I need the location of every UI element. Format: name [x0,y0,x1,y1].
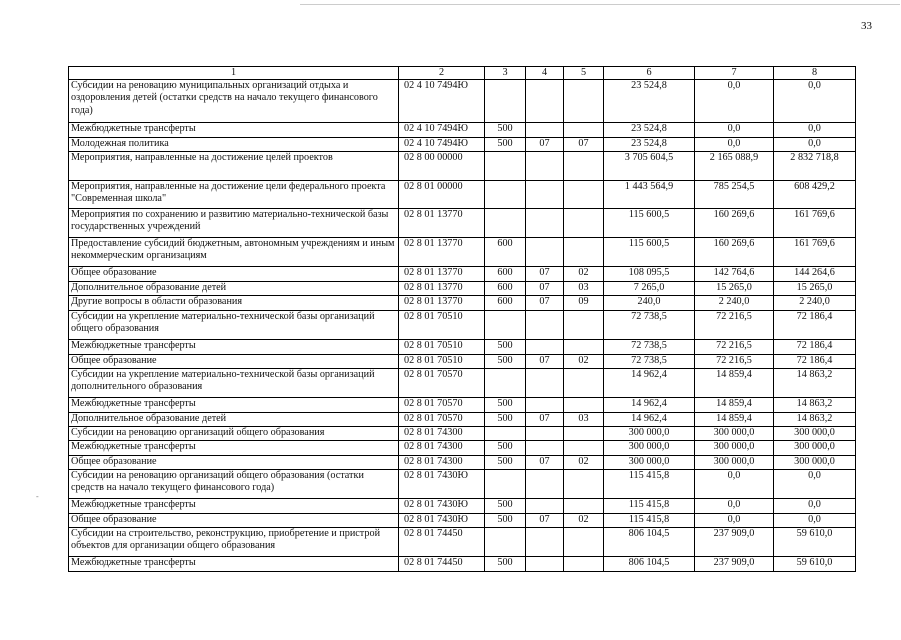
scan-edge-line [300,4,900,5]
row-col3-cell [485,427,526,441]
row-col4-cell: 07 [526,138,564,152]
row-value6-cell: 115 415,8 [604,470,695,499]
row-col4-cell: 07 [526,267,564,282]
row-col3-cell: 500 [485,499,526,514]
table-row [69,340,856,355]
row-col4-cell [526,340,564,355]
row-col4-cell [526,369,564,398]
row-col4-cell [526,123,564,138]
row-col3-cell: 600 [485,296,526,311]
row-col5-cell: 09 [564,296,604,311]
row-name-cell: Другие вопросы в области образования [69,296,399,311]
row-name-cell: Мероприятия, направленные на достижение целей проектов [69,152,399,181]
row-value6-cell: 115 415,8 [604,514,695,528]
row-col4-cell [526,398,564,413]
row-name-cell: Субсидии на укрепление материально-технической базы организаций дополнительного образования [69,369,399,398]
row-value7-cell: 0,0 [695,138,774,152]
row-name-cell: Субсидии на реновацию муниципальных организаций отдыха и оздоровления детей (остатки средств на начало текущего финансового года) [69,80,399,123]
table-row [69,123,856,138]
row-code-cell: 02 4 10 7494Ю [399,123,485,138]
row-code-cell: 02 8 01 70570 [399,398,485,413]
row-name-cell: Мероприятия, направленные на достижение цели федерального проекта "Современная школа" [69,181,399,209]
row-col3-cell: 600 [485,282,526,296]
row-code-cell: 02 4 10 7494Ю [399,138,485,152]
row-name-cell: Мероприятия по сохранению и развитию материально-технической базы государственных учреждений [69,209,399,238]
row-value8-cell: 0,0 [774,80,856,123]
row-col5-cell [564,470,604,499]
row-col4-cell [526,441,564,456]
row-value7-cell: 0,0 [695,123,774,138]
row-name-cell: Межбюджетные трансферты [69,340,399,355]
header-cell: 4 [526,67,564,80]
row-col3-cell: 500 [485,123,526,138]
row-col3-cell: 500 [485,413,526,427]
row-col3-cell: 500 [485,557,526,572]
row-code-cell: 02 8 01 70570 [399,413,485,427]
row-value7-cell: 14 859,4 [695,369,774,398]
row-name-cell: Субсидии на укрепление материально-технической базы организаций общего образования [69,311,399,340]
row-col4-cell [526,152,564,181]
row-value8-cell: 14 863,2 [774,398,856,413]
row-col5-cell [564,80,604,123]
row-col3-cell [485,470,526,499]
table-row [69,296,856,311]
row-col5-cell [564,427,604,441]
row-code-cell: 02 8 01 74450 [399,528,485,557]
row-value6-cell: 806 104,5 [604,557,695,572]
row-value8-cell: 14 863,2 [774,413,856,427]
table-row [69,138,856,152]
row-col5-cell [564,557,604,572]
table-row [69,499,856,514]
header-cell: 6 [604,67,695,80]
row-name-cell: Межбюджетные трансферты [69,123,399,138]
row-col4-cell [526,528,564,557]
row-col5-cell [564,340,604,355]
row-value8-cell: 300 000,0 [774,441,856,456]
row-col5-cell: 02 [564,355,604,369]
row-col3-cell: 500 [485,340,526,355]
row-code-cell: 02 8 01 7430Ю [399,514,485,528]
table-row [69,441,856,456]
table-row [69,238,856,267]
row-name-cell: Межбюджетные трансферты [69,398,399,413]
table-row [69,209,856,238]
header-cell: 3 [485,67,526,80]
row-value6-cell: 14 962,4 [604,369,695,398]
row-value8-cell: 161 769,6 [774,209,856,238]
row-value7-cell: 0,0 [695,499,774,514]
row-code-cell: 02 8 01 70570 [399,369,485,398]
row-value8-cell: 59 610,0 [774,528,856,557]
table-row [69,152,856,181]
row-value8-cell: 59 610,0 [774,557,856,572]
row-col4-cell [526,80,564,123]
table-row [69,557,856,572]
row-value7-cell: 2 240,0 [695,296,774,311]
row-col4-cell [526,427,564,441]
row-col5-cell [564,398,604,413]
row-value7-cell: 142 764,6 [695,267,774,282]
row-value6-cell: 115 600,5 [604,209,695,238]
row-name-cell: Общее образование [69,355,399,369]
table-row [69,398,856,413]
row-name-cell: Предоставление субсидий бюджетным, автономным учреждениям и иным некоммерческим организациям [69,238,399,267]
row-value6-cell: 240,0 [604,296,695,311]
row-value7-cell: 0,0 [695,80,774,123]
row-col5-cell [564,238,604,267]
row-col4-cell: 07 [526,514,564,528]
row-value7-cell: 300 000,0 [695,427,774,441]
row-value6-cell: 108 095,5 [604,267,695,282]
scan-artifact: - [36,492,39,501]
row-value6-cell: 300 000,0 [604,427,695,441]
table-row [69,282,856,296]
row-code-cell: 02 8 01 70510 [399,340,485,355]
row-value7-cell: 72 216,5 [695,340,774,355]
row-value7-cell: 300 000,0 [695,441,774,456]
row-code-cell: 02 8 01 7430Ю [399,470,485,499]
row-col5-cell: 02 [564,514,604,528]
row-col5-cell [564,181,604,209]
row-value7-cell: 237 909,0 [695,557,774,572]
row-value8-cell: 144 264,6 [774,267,856,282]
row-col4-cell [526,311,564,340]
header-cell: 2 [399,67,485,80]
row-name-cell: Межбюджетные трансферты [69,557,399,572]
row-col4-cell: 07 [526,456,564,470]
table-row [69,427,856,441]
header-cell: 1 [69,67,399,80]
row-col3-cell: 600 [485,267,526,282]
header-cell: 7 [695,67,774,80]
row-code-cell: 02 8 00 00000 [399,152,485,181]
row-code-cell: 02 8 01 13770 [399,267,485,282]
row-value8-cell: 608 429,2 [774,181,856,209]
table-row [69,369,856,398]
row-code-cell: 02 8 01 70510 [399,311,485,340]
row-col3-cell: 500 [485,441,526,456]
row-col5-cell: 03 [564,282,604,296]
table-row [69,528,856,557]
row-code-cell: 02 8 01 13770 [399,296,485,311]
table-row [69,456,856,470]
table-row [69,311,856,340]
row-value7-cell: 2 165 088,9 [695,152,774,181]
row-value6-cell: 72 738,5 [604,311,695,340]
row-col4-cell: 07 [526,296,564,311]
row-col4-cell [526,557,564,572]
row-value7-cell: 300 000,0 [695,456,774,470]
row-code-cell: 02 8 01 13770 [399,238,485,267]
row-value8-cell: 2 240,0 [774,296,856,311]
row-value8-cell: 2 832 718,8 [774,152,856,181]
row-col3-cell: 500 [485,355,526,369]
row-col3-cell: 500 [485,398,526,413]
row-col5-cell: 02 [564,267,604,282]
row-col5-cell: 02 [564,456,604,470]
row-code-cell: 02 8 01 00000 [399,181,485,209]
row-value7-cell: 72 216,5 [695,355,774,369]
row-value7-cell: 72 216,5 [695,311,774,340]
row-value6-cell: 23 524,8 [604,138,695,152]
row-col5-cell [564,528,604,557]
row-name-cell: Субсидии на реновацию организаций общего образования [69,427,399,441]
row-value8-cell: 0,0 [774,514,856,528]
row-code-cell: 02 8 01 13770 [399,282,485,296]
row-value6-cell: 3 705 604,5 [604,152,695,181]
row-col3-cell: 600 [485,238,526,267]
row-col4-cell [526,238,564,267]
table-row [69,267,856,282]
row-value7-cell: 14 859,4 [695,398,774,413]
row-value8-cell: 14 863,2 [774,369,856,398]
row-code-cell: 02 4 10 7494Ю [399,80,485,123]
row-value7-cell: 160 269,6 [695,209,774,238]
row-value8-cell: 0,0 [774,499,856,514]
row-col5-cell [564,499,604,514]
row-name-cell: Субсидии на строительство, реконструкцию, приобретение и пристрой объектов для организации общего образования [69,528,399,557]
row-value7-cell: 15 265,0 [695,282,774,296]
row-col3-cell [485,209,526,238]
row-col4-cell: 07 [526,355,564,369]
row-name-cell: Молодежная политика [69,138,399,152]
row-value6-cell: 72 738,5 [604,355,695,369]
budget-table [68,66,856,572]
row-col3-cell [485,80,526,123]
row-name-cell: Дополнительное образование детей [69,282,399,296]
table-row [69,470,856,499]
row-value6-cell: 300 000,0 [604,441,695,456]
row-value8-cell: 72 186,4 [774,340,856,355]
row-value6-cell: 72 738,5 [604,340,695,355]
row-value7-cell: 785 254,5 [695,181,774,209]
row-col5-cell: 07 [564,138,604,152]
row-value6-cell: 23 524,8 [604,80,695,123]
row-value6-cell: 7 265,0 [604,282,695,296]
row-col5-cell [564,311,604,340]
row-value6-cell: 115 415,8 [604,499,695,514]
row-value8-cell: 15 265,0 [774,282,856,296]
row-value6-cell: 806 104,5 [604,528,695,557]
row-value8-cell: 0,0 [774,123,856,138]
row-col4-cell: 07 [526,282,564,296]
table-row [69,80,856,123]
row-name-cell: Общее образование [69,267,399,282]
row-name-cell: Общее образование [69,456,399,470]
row-col4-cell [526,181,564,209]
row-col5-cell [564,123,604,138]
row-col5-cell [564,152,604,181]
row-col4-cell [526,499,564,514]
row-value7-cell: 237 909,0 [695,528,774,557]
row-name-cell: Субсидии на реновацию организаций общего образования (остатки средств на начало текущего финансового года) [69,470,399,499]
row-col3-cell [485,311,526,340]
row-code-cell: 02 8 01 74300 [399,441,485,456]
row-value8-cell: 0,0 [774,470,856,499]
row-name-cell: Межбюджетные трансферты [69,441,399,456]
row-name-cell: Общее образование [69,514,399,528]
row-value8-cell: 161 769,6 [774,238,856,267]
row-value8-cell: 72 186,4 [774,355,856,369]
row-col5-cell: 03 [564,413,604,427]
row-value6-cell: 23 524,8 [604,123,695,138]
row-value7-cell: 160 269,6 [695,238,774,267]
row-col5-cell [564,441,604,456]
row-name-cell: Дополнительное образование детей [69,413,399,427]
table-row [69,181,856,209]
row-col4-cell: 07 [526,413,564,427]
header-cell: 8 [774,67,856,80]
row-col3-cell: 500 [485,456,526,470]
row-value6-cell: 300 000,0 [604,456,695,470]
row-col3-cell [485,369,526,398]
row-value6-cell: 14 962,4 [604,398,695,413]
row-col3-cell [485,181,526,209]
row-value7-cell: 0,0 [695,514,774,528]
row-value8-cell: 72 186,4 [774,311,856,340]
row-value8-cell: 300 000,0 [774,427,856,441]
table-row [69,355,856,369]
row-col3-cell: 500 [485,514,526,528]
row-code-cell: 02 8 01 13770 [399,209,485,238]
row-code-cell: 02 8 01 74300 [399,427,485,441]
header-cell: 5 [564,67,604,80]
row-value7-cell: 14 859,4 [695,413,774,427]
row-col5-cell [564,209,604,238]
row-name-cell: Межбюджетные трансферты [69,499,399,514]
row-value6-cell: 115 600,5 [604,238,695,267]
table-row [69,514,856,528]
row-col5-cell [564,369,604,398]
row-value8-cell: 0,0 [774,138,856,152]
row-value6-cell: 14 962,4 [604,413,695,427]
row-value8-cell: 300 000,0 [774,456,856,470]
row-code-cell: 02 8 01 70510 [399,355,485,369]
table-row [69,413,856,427]
row-col4-cell [526,209,564,238]
row-col3-cell [485,152,526,181]
row-code-cell: 02 8 01 74450 [399,557,485,572]
row-col3-cell: 500 [485,138,526,152]
row-value6-cell: 1 443 564,9 [604,181,695,209]
row-code-cell: 02 8 01 7430Ю [399,499,485,514]
page-number: 33 [861,20,872,32]
row-code-cell: 02 8 01 74300 [399,456,485,470]
row-col4-cell [526,470,564,499]
row-value7-cell: 0,0 [695,470,774,499]
row-col3-cell [485,528,526,557]
table-header-row [69,67,856,80]
